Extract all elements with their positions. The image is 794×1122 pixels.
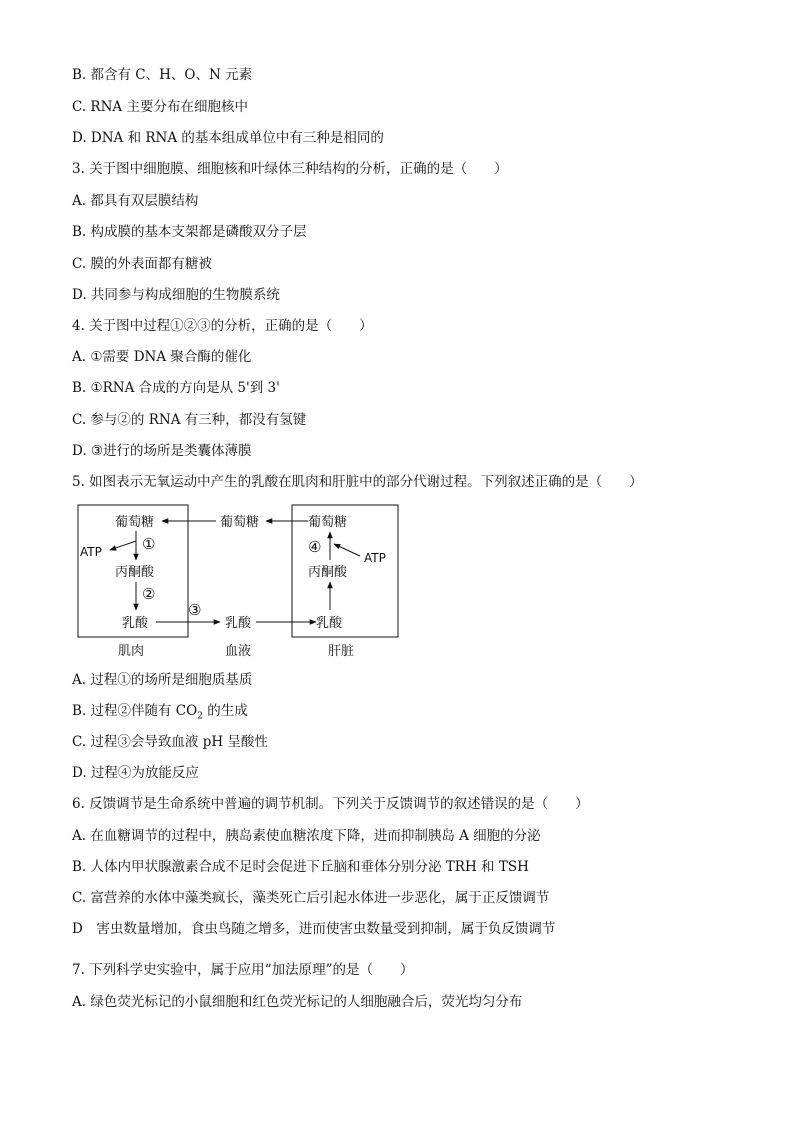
muscle-pyruvate: 丙酮酸 bbox=[115, 565, 155, 580]
q2-option-d: D. DNA 和 RNA 的基本组成单位中有三种是相同的 bbox=[72, 130, 384, 146]
q5-option-c: C. 过程③会导致血液 pH 呈酸性 bbox=[72, 734, 268, 750]
q3-option-d: D. 共同参与构成细胞的生物膜系统 bbox=[72, 287, 280, 303]
question-6-stem: 6. 反馈调节是生命系统中普遍的调节机制。下列关于反馈调节的叙述错误的是（ ） bbox=[72, 796, 589, 812]
blood-label: 血液 bbox=[225, 644, 252, 659]
q5-option-b-subscript: 2 bbox=[197, 711, 203, 722]
blood-glucose: 葡萄糖 bbox=[220, 515, 260, 530]
liver-atp: ATP bbox=[364, 551, 386, 565]
muscle-glucose: 葡萄糖 bbox=[115, 515, 155, 530]
q4-option-d: D. ③进行的场所是类囊体薄膜 bbox=[72, 443, 252, 459]
q6-option-c: C. 富营养的水体中藻类疯长，藻类死亡后引起水体进一步恶化，属于正反馈调节 bbox=[72, 890, 550, 906]
q5-option-d: D. 过程④为放能反应 bbox=[72, 765, 199, 781]
muscle-step2-marker: ② bbox=[142, 585, 156, 603]
blood-lactate: 乳酸 bbox=[225, 616, 252, 631]
q4-option-b: B. ①RNA 合成的方向是从 5'到 3' bbox=[72, 380, 280, 396]
q5-option-b bbox=[72, 702, 248, 726]
liver-step4-marker: ④ bbox=[308, 538, 322, 556]
question-5-stem: 5. 如图表示无氧运动中产生的乳酸在肌肉和肝脏中的部分代谢过程。下列叙述正确的是（ ） bbox=[72, 474, 643, 490]
q5-option-b-tail: 的生成 bbox=[202, 703, 248, 719]
q6-option-b: B. 人体内甲状腺激素合成不足时会促进下丘脑和垂体分别分泌 TRH 和 TSH bbox=[72, 859, 529, 875]
metabolism-diagram bbox=[70, 498, 410, 664]
muscle-step1-marker: ① bbox=[142, 535, 156, 553]
q3-option-b: B. 构成膜的基本支架都是磷酸双分子层 bbox=[72, 224, 307, 240]
liver-glucose: 葡萄糖 bbox=[308, 515, 348, 530]
q3-option-a: A. 都具有双层膜结构 bbox=[72, 193, 199, 209]
question-7-stem: 7. 下列科学史实验中，属于应用“加法原理”的是（ ） bbox=[72, 962, 414, 978]
q3-option-c: C. 膜的外表面都有糖被 bbox=[72, 256, 212, 272]
liver-atp-arrow bbox=[334, 544, 360, 556]
q6-option-d: D 害虫数量增加，食虫鸟随之增多，进而使害虫数量受到抑制，属于负反馈调节 bbox=[72, 921, 556, 937]
q4-option-a: A. ①需要 DNA 聚合酶的催化 bbox=[72, 349, 252, 365]
blood-step3-marker: ③ bbox=[188, 601, 202, 619]
q2-option-c: C. RNA 主要分布在细胞核中 bbox=[72, 99, 248, 115]
muscle-atp: ATP bbox=[80, 545, 102, 559]
liver-pyruvate: 丙酮酸 bbox=[308, 565, 348, 580]
q4-option-c: C. 参与②的 RNA 有三种，都没有氢键 bbox=[72, 412, 307, 428]
q2-option-b: B. 都含有 C、H、O、N 元素 bbox=[72, 67, 253, 83]
liver-lactate: 乳酸 bbox=[316, 616, 343, 631]
question-3-stem: 3. 关于图中细胞膜、细胞核和叶绿体三种结构的分析，正确的是（ ） bbox=[72, 161, 508, 177]
q6-option-a: A. 在血糖调节的过程中，胰岛素使血糖浓度下降，进而抑制胰岛 A 细胞的分泌 bbox=[72, 828, 541, 844]
muscle-lactate: 乳酸 bbox=[122, 616, 149, 631]
q7-option-a: A. 绿色荧光标记的小鼠细胞和红色荧光标记的人细胞融合后，荧光均匀分布 bbox=[72, 994, 523, 1010]
liver-label: 肝脏 bbox=[328, 644, 355, 659]
question-4-stem: 4. 关于图中过程①②③的分析，正确的是（ ） bbox=[72, 318, 373, 334]
q5-option-a: A. 过程①的场所是细胞质基质 bbox=[72, 672, 253, 688]
muscle-atp-arrow bbox=[110, 541, 136, 550]
muscle-label: 肌肉 bbox=[118, 644, 145, 659]
q5-option-b-text: B. 过程②伴随有 CO bbox=[72, 703, 198, 719]
